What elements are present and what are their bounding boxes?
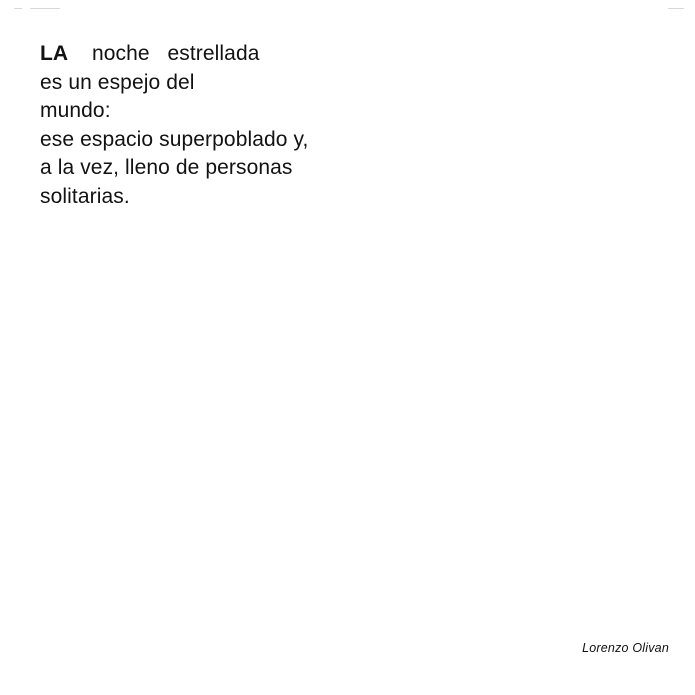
page-edge-artifacts [0,0,695,10]
poem-lead-word: LA [40,42,69,65]
author-attribution: Lorenzo Olivan [582,641,669,655]
poem-line-6: solitarias. [40,184,130,208]
scan-mark-left-second [30,8,60,9]
scan-mark-left [14,8,22,9]
poem-line-1-text: noche estrellada [68,42,260,65]
poem-line-3: mundo: [40,99,111,122]
poem-line-4: ese espacio superpoblado y, [40,127,309,151]
scan-mark-right [668,8,684,9]
poem-line-1 [40,40,460,69]
poem-line-5: a la vez, lleno de personas [40,156,293,179]
poem-line-2: es un espejo del [40,70,195,94]
poem-body [40,40,460,211]
